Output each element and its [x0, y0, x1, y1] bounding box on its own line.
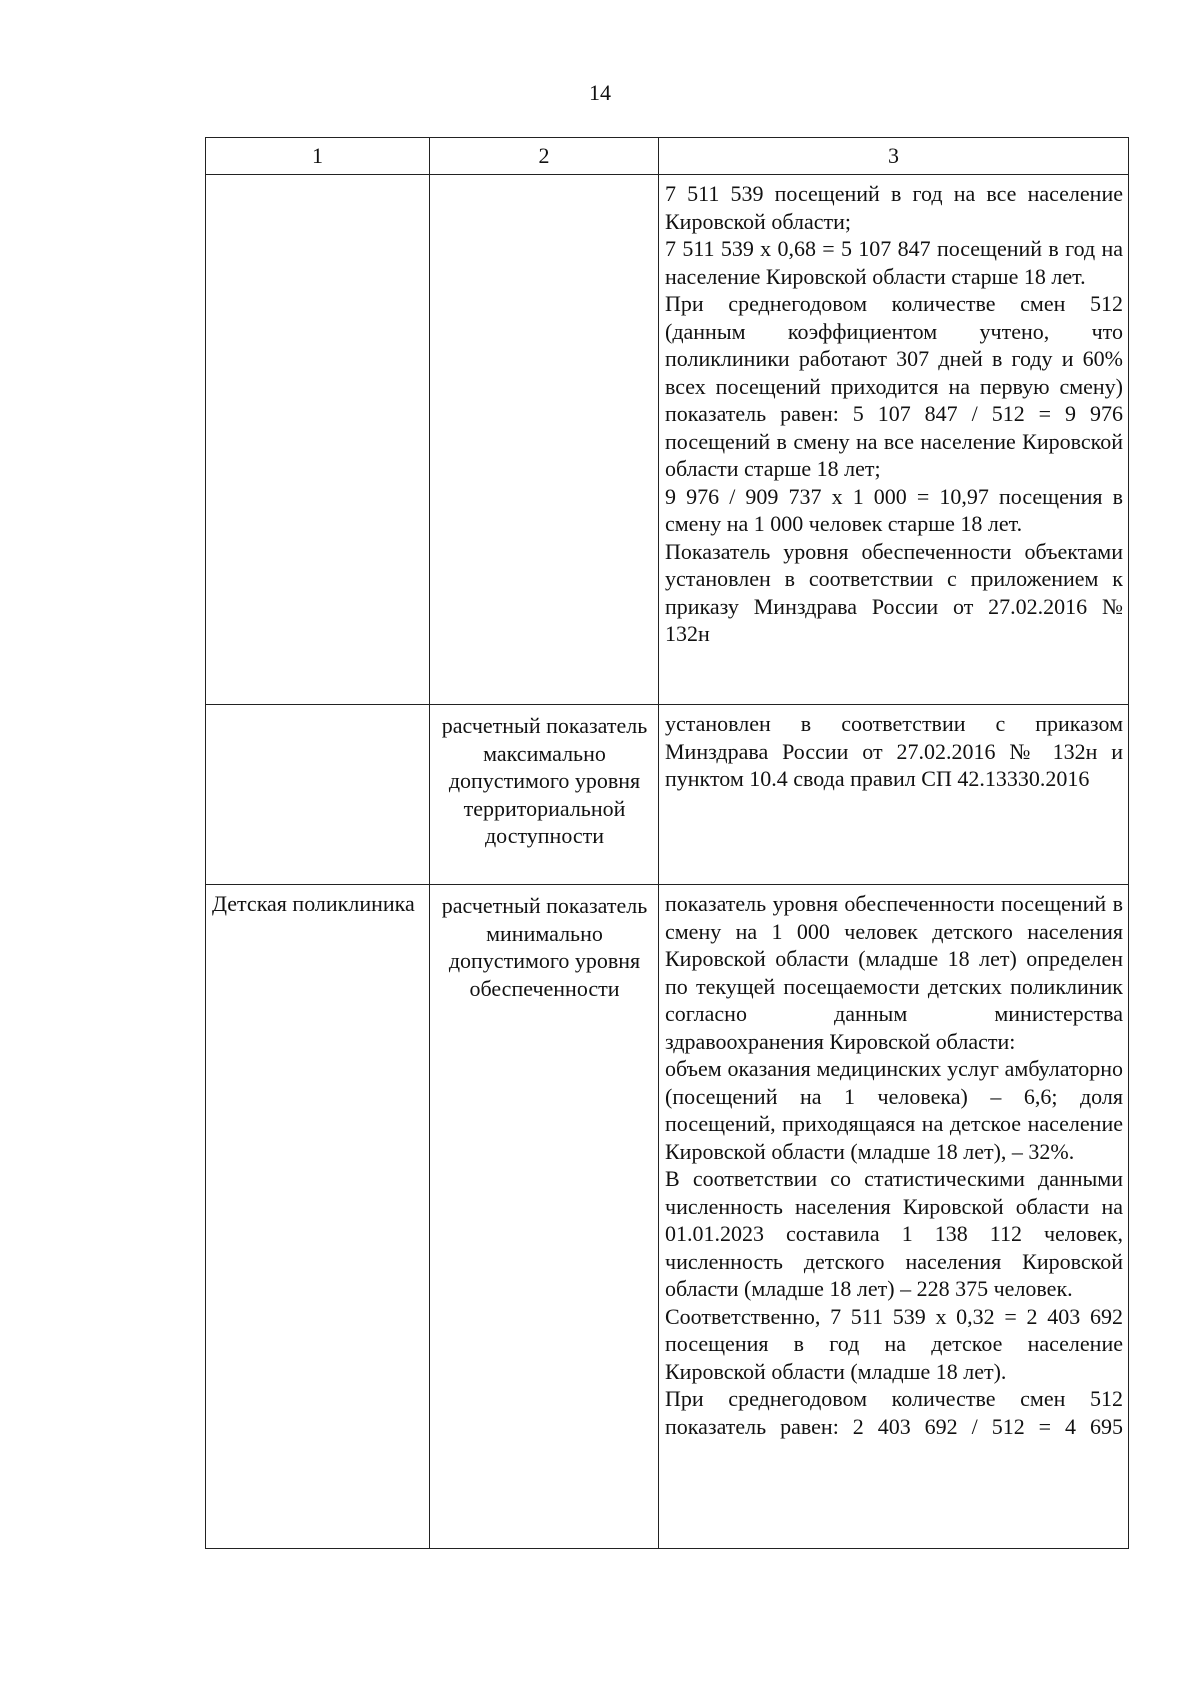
object-cell [206, 705, 430, 885]
table-row [206, 705, 1129, 885]
paragraph: Показатель уровня обеспеченности объектами установлен в соответствии с приложением к приказу Минздрава России от 27.02.2016 № 132н [665, 538, 1123, 646]
justification-cell [659, 885, 1129, 1549]
table-row [206, 175, 1129, 705]
object-cell: Детская поликлиника [206, 885, 430, 1549]
paragraph: 7 511 539 посещений в год на все население Кировской области; [665, 181, 1123, 234]
norms-table [205, 137, 1129, 1549]
page-number: 14 [589, 80, 611, 105]
header-cell-1: 1 [206, 138, 430, 175]
paragraph: В соответствии со статистическими данными численность населения Кировской области на 01.01.2023 составила 1 138 112 человек, численность детского населения Кировской области (младше 18 лет) – 228 375 человек. [665, 1166, 1123, 1301]
paragraph: При среднегодовом количестве смен 512 (данным коэффициентом учтено, что поликлиники работают 307 дней в году и 60% всех посещений приходится на первую смену) показатель равен: 5 107 847 / 512 = 9 976 посещений в смену на все население Кировской области старше 18 лет; [665, 291, 1123, 481]
paragraph: установлен в соответствии с приказом Минздрава России от 27.02.2016 № 132н и пунктом 10.4 свода правил СП 42.13330.2016 [665, 711, 1123, 791]
justification-cell [659, 175, 1129, 705]
paragraph: 7 511 539 х 0,68 = 5 107 847 посещений в год на население Кировской области старше 18 лет. [665, 236, 1123, 289]
indicator-cell: расчетный показатель максимально допустимого уровня территориальной доступности [430, 705, 659, 885]
table-header-row [206, 138, 1129, 175]
header-cell-3: 3 [659, 138, 1129, 175]
indicator-cell: расчетный показатель минимально допустимого уровня обеспеченности [430, 885, 659, 1549]
indicator-cell [430, 175, 659, 705]
table-row [206, 885, 1129, 1549]
paragraph: 9 976 / 909 737 х 1 000 = 10,97 посещения в смену на 1 000 человек старше 18 лет. [665, 483, 1123, 536]
paragraph: При среднегодовом количестве смен 512 показатель равен: 2 403 692 / 512 = 4 695 [665, 1386, 1123, 1439]
paragraph: показатель уровня обеспеченности посещений в смену на 1 000 человек детского населения Кировской области (младше 18 лет) определен по текущей посещаемости детских поликлиник согласно данным министерства здравоохранения Кировской области: [665, 891, 1123, 1054]
object-cell [206, 175, 430, 705]
header-cell-2: 2 [430, 138, 659, 175]
paragraph: объем оказания медицинских услуг амбулаторно (посещений на 1 человека) – 6,6; доля посещений, приходящаяся на детское население Кировской области (младше 18 лет), – 32%. [665, 1056, 1123, 1164]
justification-cell [659, 705, 1129, 885]
paragraph: Соответственно, 7 511 539 х 0,32 = 2 403 692 посещения в год на детское население Кировской области (младше 18 лет). [665, 1303, 1123, 1384]
